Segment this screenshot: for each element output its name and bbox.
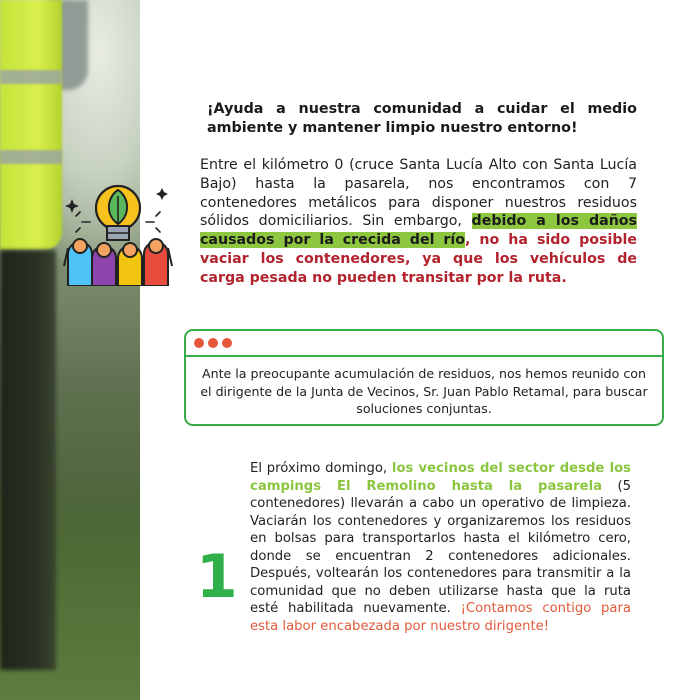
photo-vest-stripe — [0, 150, 62, 164]
window-dot-icon — [194, 338, 204, 348]
window-dot-icon — [208, 338, 218, 348]
step-body: (5 contenedores) llevarán a cabo un operativo de limpieza. Vaciarán los contenedores y organizaremos los residuos en bolsas para transportarlos hasta el kilómetro cero, donde se encuentran 2 contenedores adicionales. Después, voltearán los contenedores para transmitir a la comunidad que no deben utilizarse hasta que la ruta esté habilitada nuevamente. — [250, 478, 631, 616]
intro-paragraph — [200, 156, 637, 288]
step-green-text: los vecinos del sector desde los campings El Remolino hasta la pasarela — [250, 461, 631, 494]
notice-window — [184, 329, 664, 426]
intro-text: Entre el kilómetro 0 (cruce Santa Lucía Alto con Santa Lucía Bajo) hasta la pasarela, nos encontramos con 7 contenedores metálicos para disponer nuestros residuos sólidos domiciliarios. Sin embargo, — [200, 157, 637, 230]
step-closing: ¡Contamos contigo para esta labor encabezada por nuestro dirigente! — [250, 601, 631, 634]
step-number: 1 — [196, 542, 238, 612]
step-paragraph — [250, 460, 631, 635]
highlighted-damage-text: debido a los daños causados por la crecida del río — [200, 213, 637, 249]
step-lead: El próximo domingo, — [250, 461, 392, 476]
photo-leg — [0, 250, 56, 670]
window-dot-icon — [222, 338, 232, 348]
photo-vest-stripe — [0, 70, 62, 84]
lightbulb-leaf-community-icon — [62, 182, 174, 286]
notice-text: Ante la preocupante acumulación de residuos, nos hemos reunido con el dirigente de la Junta de Vecinos, Sr. Juan Pablo Retamal, para buscar soluciones conjuntas. — [200, 366, 648, 416]
photo-safety-vest — [0, 0, 62, 250]
page-heading: ¡Ayuda a nuestra comunidad a cuidar el medio ambiente y mantener limpio nuestro entorno! — [207, 101, 637, 136]
alert-text: , no ha sido posible vaciar los contenedores, ya que los vehículos de carga pesada no pueden transitar por la ruta. — [200, 232, 637, 286]
notice-window-titlebar — [186, 331, 662, 357]
background-photo-worker — [0, 0, 140, 700]
